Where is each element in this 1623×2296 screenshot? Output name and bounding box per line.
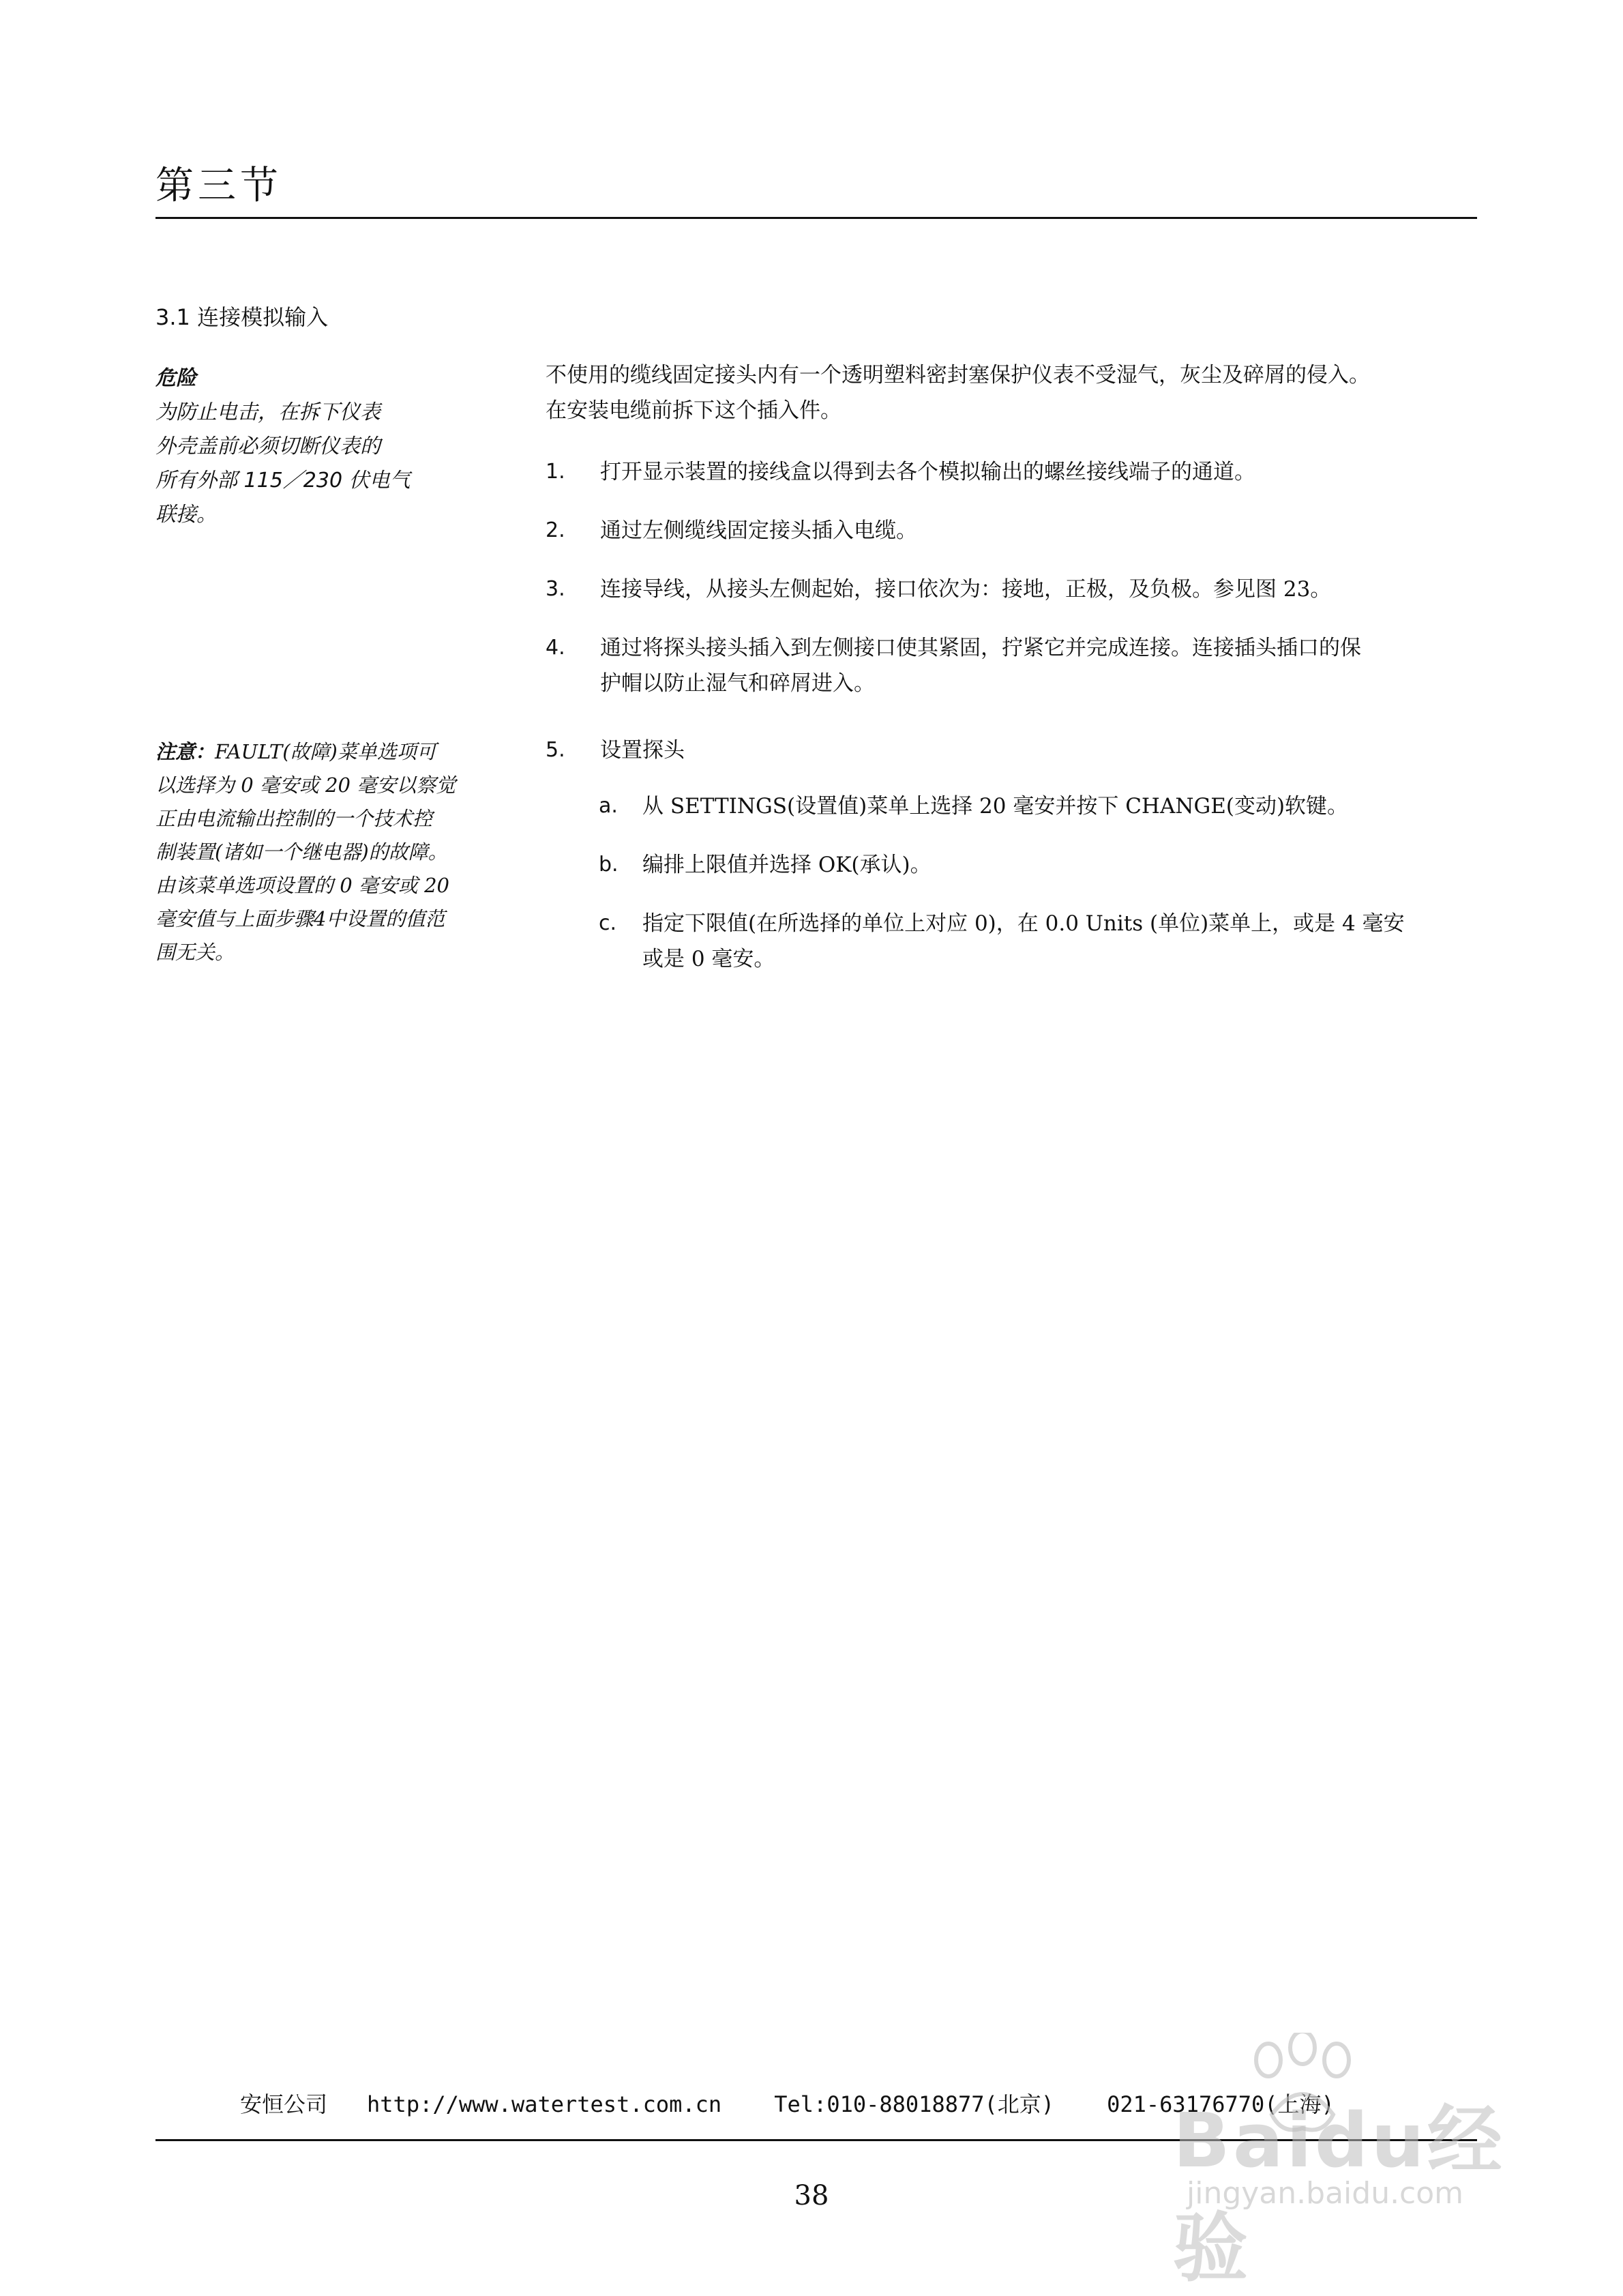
note-text-line: 由该菜单选项设置的 0 毫安或 20 (155, 874, 450, 897)
baidu-watermark (1159, 2033, 1528, 2292)
footer-rule (155, 2139, 1477, 2141)
step-number: 1. (546, 460, 565, 484)
contact-info: http://www.watertest.com.cn Tel:010-88018877(北京) 021-63176770(上海) (367, 2091, 1335, 2117)
substep-letter: a. (599, 794, 618, 818)
step-item (546, 572, 1480, 607)
note-text-line: 制装置(诸如一个继电器)的故障。 (155, 840, 448, 864)
substep-item (599, 789, 1480, 824)
substep-letter: c. (599, 911, 617, 935)
danger-text-line: 联接。 (155, 503, 217, 527)
footer-contact (240, 2087, 1335, 2119)
substep-item (599, 847, 1480, 883)
step-number: 5. (546, 738, 565, 762)
step-number: 2. (546, 518, 565, 542)
danger-text-line: 所有外部 115／230 伏电气 (155, 469, 411, 492)
step-text: 通过将探头接头插入到左侧接口使其紧固，拧紧它并完成连接。连接插头插口的保 (600, 636, 1361, 660)
note-text-line: 围无关。 (155, 941, 235, 964)
note-text-line: 毫安值与上面步骤4中设置的值范 (155, 907, 445, 930)
step-number: 3. (546, 577, 565, 601)
substep-item (599, 906, 1480, 977)
step-item (546, 513, 1480, 548)
substep-text: 编排上限值并选择 OK(承认)。 (642, 853, 932, 877)
step-text: 护帽以防止湿气和碎屑进入。 (600, 671, 875, 696)
subsection-title: 3.1 连接模拟输入 (155, 304, 329, 330)
intro-line: 不使用的缆线固定接头内有一个透明塑料密封塞保护仪表不受湿气，灰尘及碎屑的侵入。 (546, 363, 1370, 387)
danger-note (155, 362, 510, 532)
header-rule (155, 217, 1477, 219)
note-text-line: 以选择为 0 毫安或 20 毫安以察觉 (155, 774, 456, 797)
page-number: 38 (794, 2180, 829, 2211)
intro-paragraph (546, 357, 1480, 428)
substep-text: 指定下限值(在所选择的单位上对应 0)，在 0.0 Units (单位)菜单上，或是 4 毫安 (642, 911, 1405, 936)
substep-letter: b. (599, 853, 619, 877)
substep-text: 或是 0 毫安。 (642, 947, 775, 971)
section-title: 第三节 (155, 164, 282, 208)
note-text-line: 正由电流输出控制的一个技术控 (155, 807, 433, 830)
danger-label: 危险 (155, 366, 196, 390)
step-item (546, 454, 1480, 490)
note-label: 注意： (155, 740, 215, 763)
note-text-line: FAULT(故障)菜单选项可 (215, 740, 436, 763)
step-item (546, 733, 1480, 768)
step-number: 4. (546, 636, 565, 660)
step-text: 打开显示装置的接线盒以得到去各个模拟输出的螺丝接线端子的通道。 (600, 460, 1255, 484)
caution-note (155, 735, 510, 969)
danger-text-line: 为防止电击，在拆下仪表 (155, 400, 381, 424)
step-text: 设置探头 (600, 738, 685, 763)
substep-text: 从 SETTINGS(设置值)菜单上选择 20 毫安并按下 CHANGE(变动)软键。 (642, 794, 1349, 819)
watermark-logo: Baidu经验 (1173, 2097, 1505, 2292)
intro-line: 在安装电缆前拆下这个插入件。 (546, 398, 842, 423)
step-text: 通过左侧缆线固定接头插入电缆。 (600, 518, 917, 543)
danger-text-line: 外壳盖前必须切断仪表的 (155, 435, 381, 458)
step-text: 连接导线，从接头左侧起始，接口依次为：接地，正极，及负极。参见图 23。 (600, 577, 1332, 602)
step-item (546, 630, 1480, 701)
watermark-url: jingyan.baidu.com (1187, 2176, 1464, 2211)
company-name: 安恒公司 (240, 2091, 328, 2117)
